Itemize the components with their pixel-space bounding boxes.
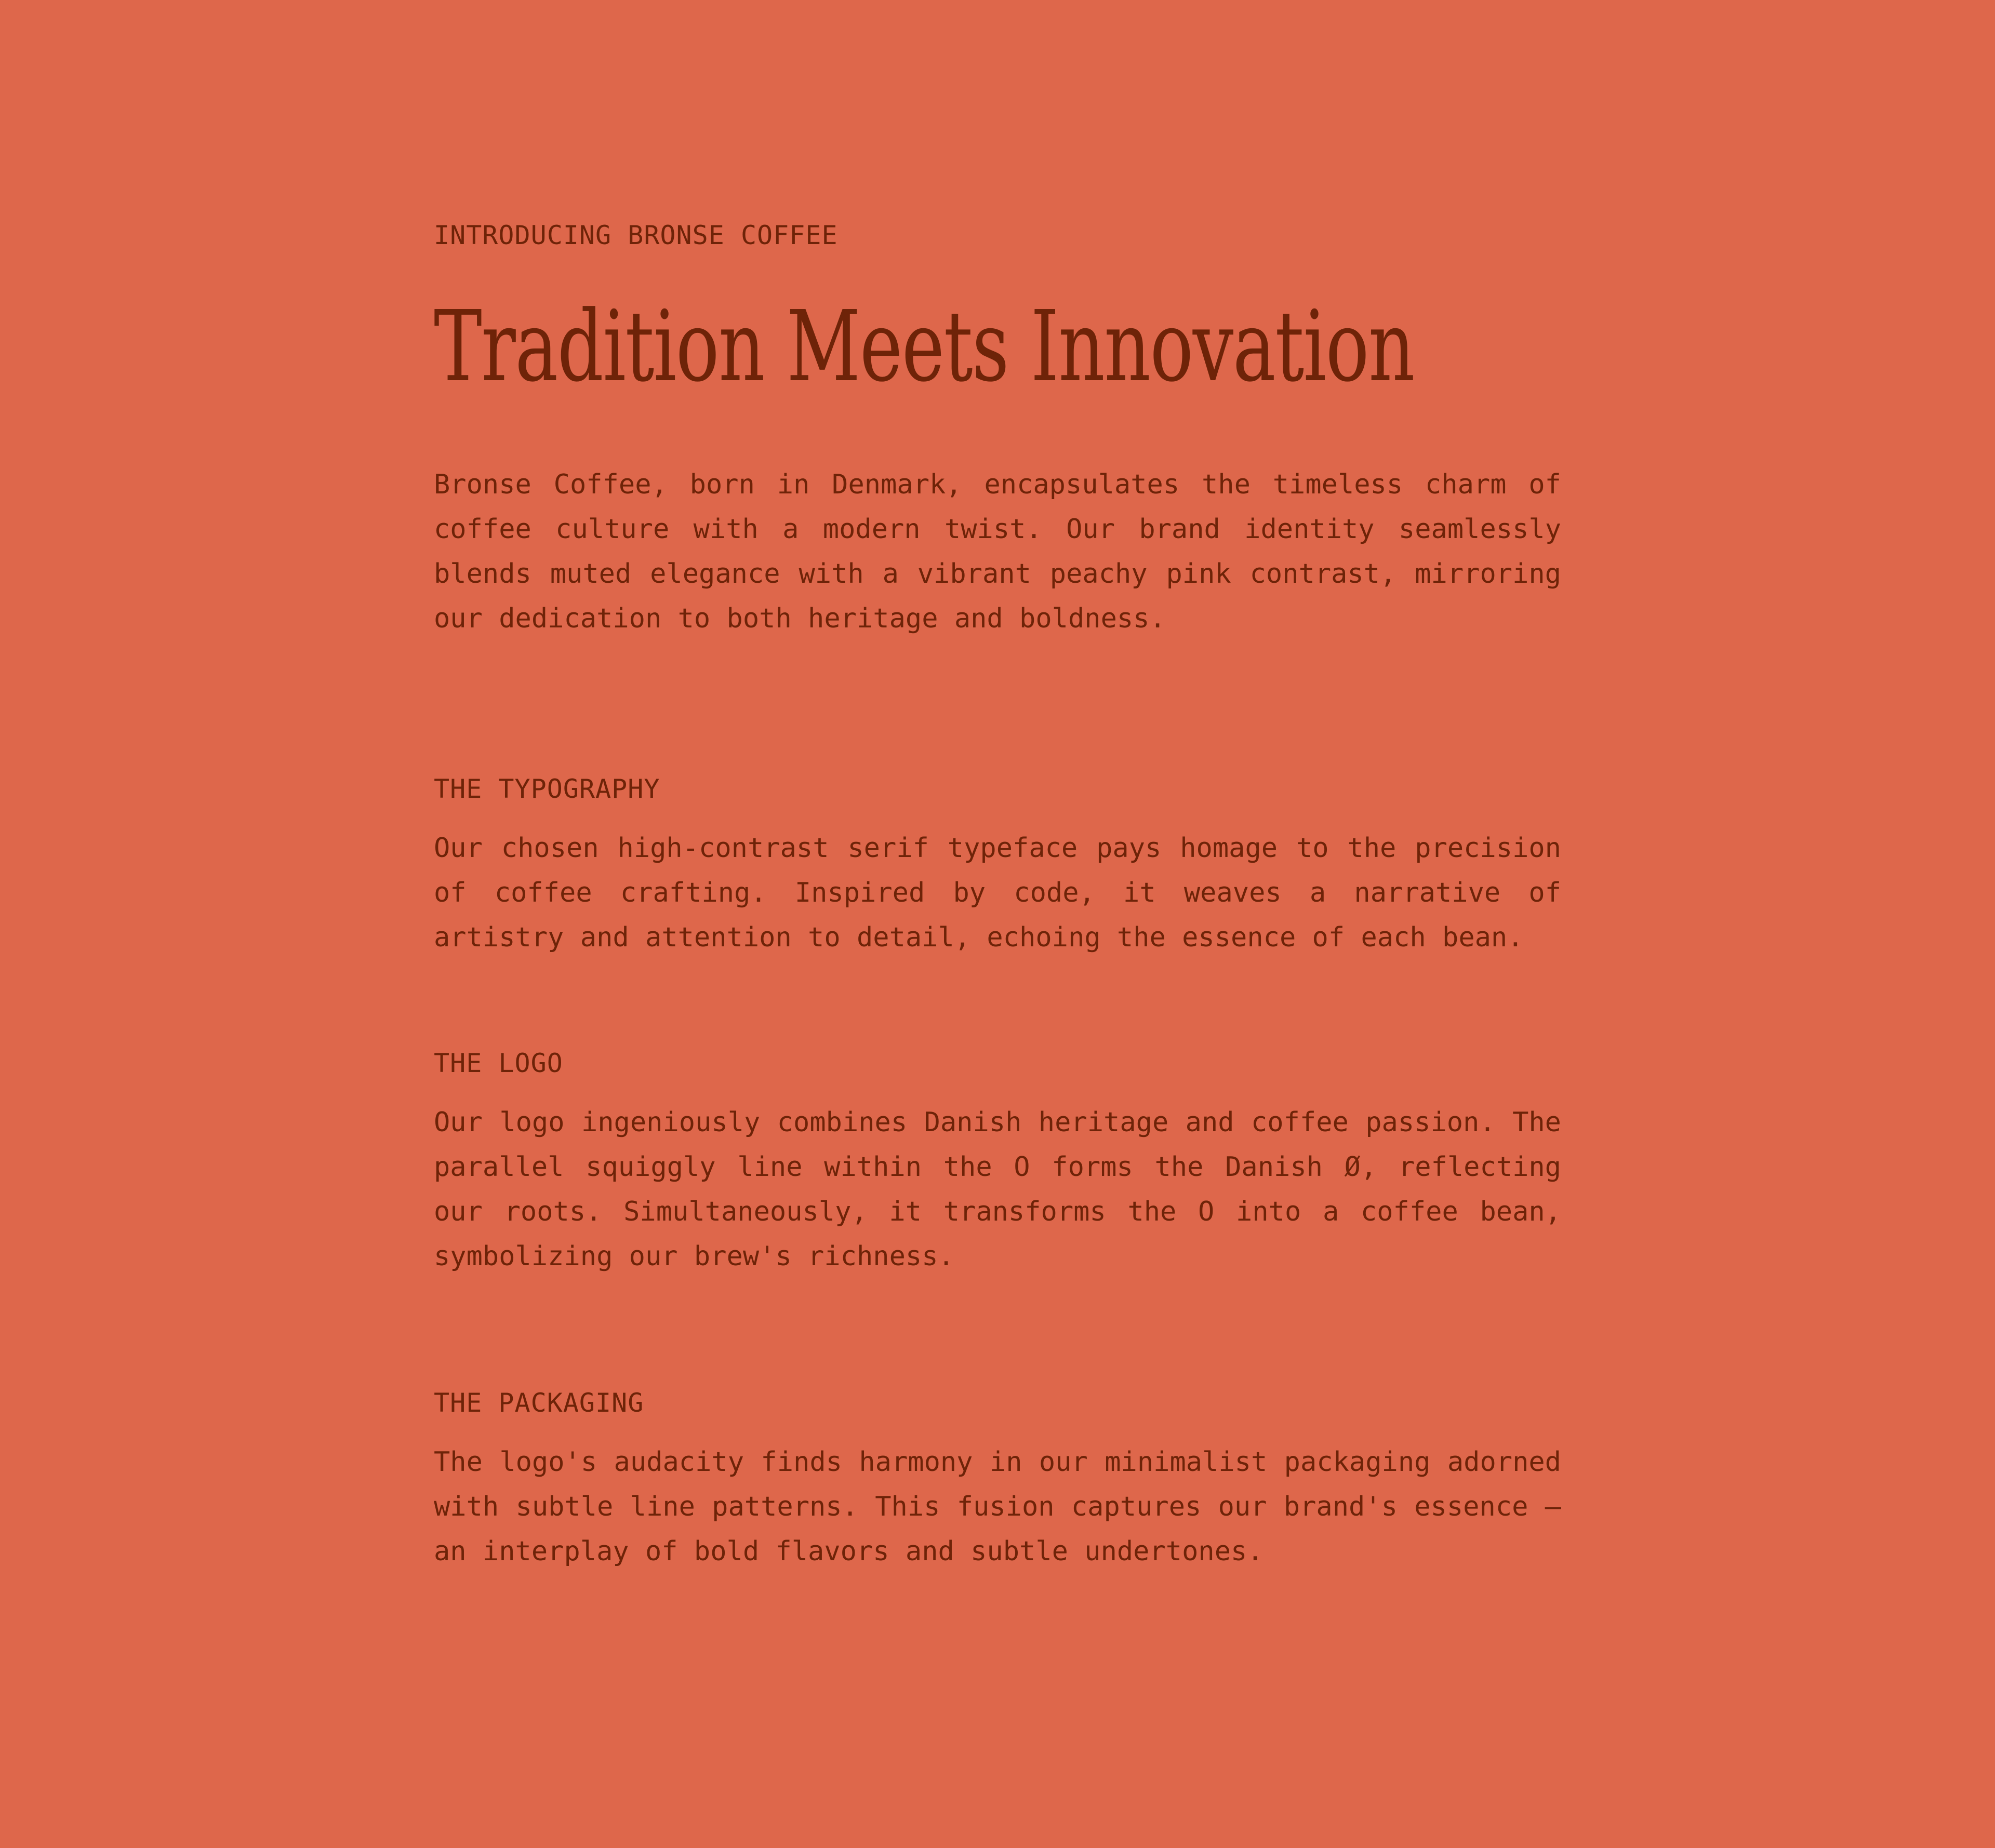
section-heading-packaging: THE PACKAGING <box>434 1388 644 1418</box>
section-body-logo: Our logo ingeniously combines Danish heritage and coffee passion. The parallel squiggly line within the O forms the Danish Ø, reflecting our roots. Simultaneously, it transforms the O into a coffee bean, symbolizing our brew's richness. <box>434 1107 1561 1272</box>
section-typography <box>434 767 1561 960</box>
intro-eyebrow: INTRODUCING BRONSE COFFEE <box>434 220 838 250</box>
section-body-packaging: The logo's audacity finds harmony in our minimalist packaging adorned with subtle line patterns. This fusion captures our brand's essence – an interplay of bold flavors and subtle undertones. <box>434 1447 1561 1567</box>
section-heading-typography: THE TYPOGRAPHY <box>434 774 660 804</box>
page-title: Tradition Meets Innovation <box>434 290 1415 404</box>
section-body-typography: Our chosen high-contrast serif typeface pays homage to the precision of coffee crafting. Inspired by code, it weaves a narrative of artistry and attention to detail, echoing the essence of each bean. <box>434 833 1561 953</box>
article-content <box>434 213 1561 1574</box>
section-heading-logo: THE LOGO <box>434 1048 563 1078</box>
section-logo <box>434 1041 1561 1279</box>
section-packaging <box>434 1381 1561 1574</box>
intro-paragraph: Bronse Coffee, born in Denmark, encapsulates the timeless charm of coffee culture with a modern twist. Our brand identity seamlessly blends muted elegance with a vibrant peachy pink contrast, mirroring our dedication to both heritage and boldness. <box>434 469 1561 634</box>
